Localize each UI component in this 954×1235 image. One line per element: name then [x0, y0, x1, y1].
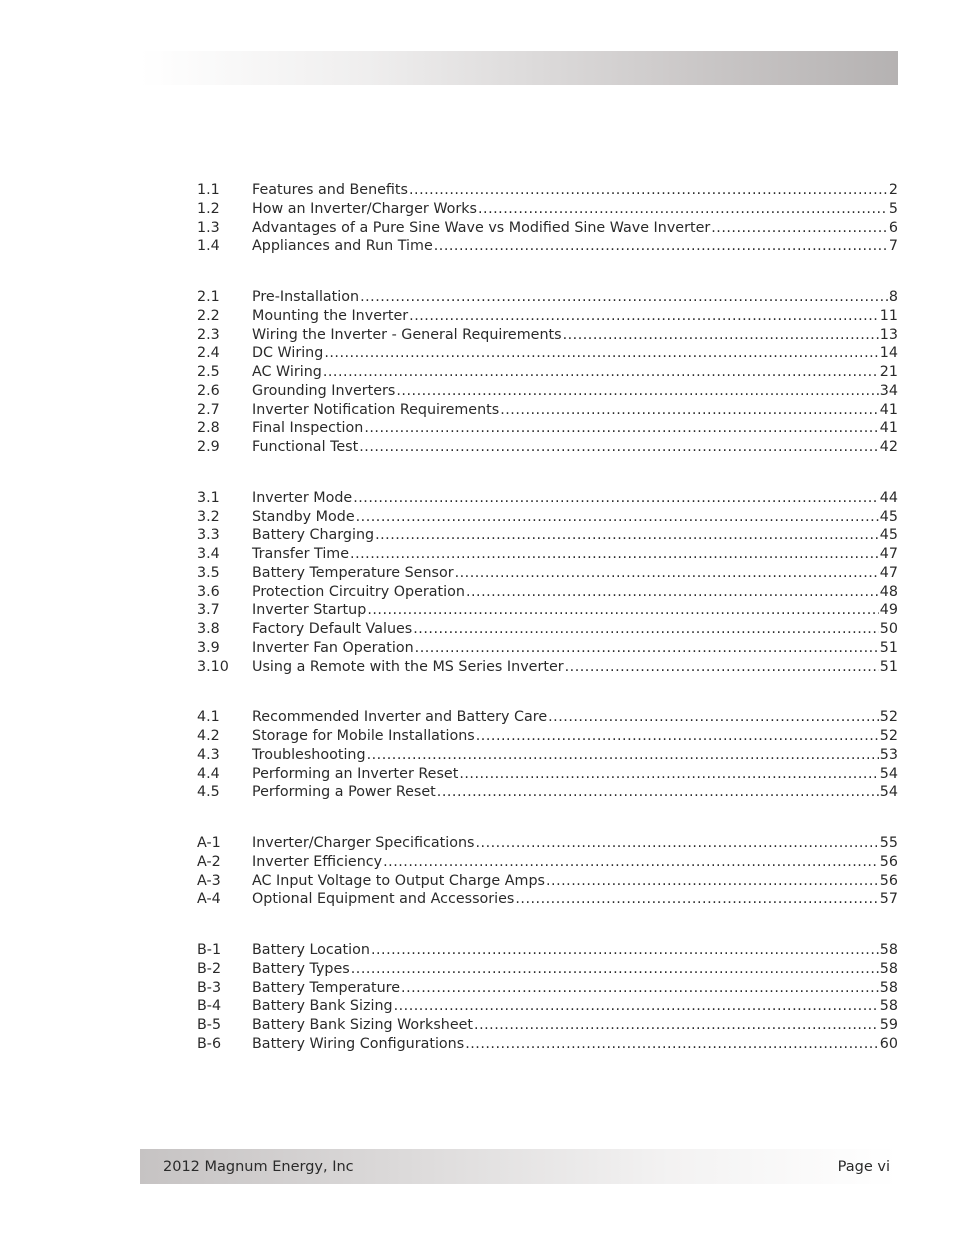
toc-section	[197, 941, 898, 1054]
toc-entry-page: 52	[879, 709, 898, 726]
toc-entry[interactable]	[197, 979, 898, 998]
toc-entry-page: 21	[879, 364, 898, 380]
footer-bar	[140, 1149, 898, 1184]
toc-entry-title: How an Inverter/Charger Works	[252, 200, 477, 217]
toc-entry-title: Pre-Installation	[252, 289, 360, 305]
toc-entry-page: 59	[879, 1017, 898, 1033]
toc-entry-title: Performing an Inverter Reset	[252, 765, 459, 782]
toc-entry-title: Battery Bank Sizing	[252, 998, 393, 1015]
toc-entry-page: 51	[879, 639, 898, 656]
toc-entry-page: 5	[888, 200, 898, 217]
toc-entry[interactable]	[197, 583, 898, 602]
toc-entry-number: 2.3	[197, 326, 220, 343]
toc-entry-page: 41	[879, 401, 898, 418]
toc-entry-title: Storage for Mobile Installations	[252, 728, 475, 744]
toc-entry-number: 3.2	[197, 508, 220, 525]
toc-entry-page: 45	[879, 527, 898, 544]
toc-dot-leader	[466, 583, 879, 602]
toc-entry-number: 2.9	[197, 439, 220, 455]
toc-entry-page: 52	[879, 728, 898, 744]
toc-entry[interactable]	[197, 1016, 898, 1035]
toc-dot-leader	[375, 526, 879, 545]
toc-entry-page: 49	[879, 602, 898, 619]
toc-entry-title: Inverter Mode	[252, 489, 353, 506]
toc-dot-leader	[459, 765, 878, 784]
toc-entry[interactable]	[197, 288, 898, 307]
toc-entry[interactable]	[197, 658, 898, 677]
toc-entry-page: 56	[879, 853, 898, 870]
toc-entry-title: Inverter Startup	[252, 602, 367, 619]
toc-entry-title: Battery Bank Sizing Worksheet	[252, 1017, 474, 1033]
toc-dot-leader	[465, 1035, 879, 1054]
toc-entry[interactable]	[197, 237, 898, 256]
toc-entry-page: 55	[879, 835, 898, 851]
toc-entry[interactable]	[197, 219, 898, 238]
toc-entry-number: B-1	[197, 942, 222, 958]
toc-entry[interactable]	[197, 307, 898, 326]
toc-section	[197, 489, 898, 677]
toc-entry[interactable]	[197, 783, 898, 802]
toc-entry-title: AC Wiring	[252, 364, 322, 380]
toc-entry[interactable]	[197, 419, 898, 438]
toc-entry-page: 44	[879, 489, 898, 506]
toc-entry[interactable]	[197, 620, 898, 639]
toc-entry-page: 8	[888, 289, 898, 305]
toc-entry-page: 2	[888, 182, 898, 198]
toc-entry-title: Battery Types	[252, 960, 350, 977]
toc-dot-leader	[353, 489, 879, 508]
toc-entry-page: 47	[879, 546, 898, 562]
toc-entry-number: 4.2	[197, 728, 220, 744]
toc-entry-page: 41	[879, 420, 898, 437]
toc-dot-leader	[409, 181, 888, 200]
toc-dot-leader	[401, 979, 879, 998]
toc-entry[interactable]	[197, 727, 898, 746]
toc-dot-leader	[434, 237, 888, 256]
toc-entry-number: A-3	[197, 872, 221, 889]
toc-entry-title: Protection Circuitry Operation	[252, 583, 465, 600]
toc-dot-leader	[367, 601, 878, 620]
toc-entry-number: A-1	[197, 835, 221, 851]
toc-entry-number: 3.3	[197, 527, 220, 544]
toc-entry-page: 14	[879, 345, 898, 362]
toc-dot-leader	[455, 564, 879, 583]
toc-entry-title: Factory Default Values	[252, 621, 413, 637]
toc-entry[interactable]	[197, 526, 898, 545]
toc-entry[interactable]	[197, 401, 898, 420]
toc-entry-page: 48	[879, 583, 898, 600]
toc-entry-page: 42	[879, 439, 898, 455]
toc-entry[interactable]	[197, 890, 898, 909]
toc-section	[197, 708, 898, 802]
toc-entry-page: 53	[879, 746, 898, 763]
toc-dot-leader	[323, 363, 879, 382]
toc-entry-page: 54	[879, 765, 898, 782]
toc-section	[197, 834, 898, 909]
toc-dot-leader	[475, 834, 878, 853]
toc-dot-leader	[413, 620, 879, 639]
toc-entry-number: 1.2	[197, 200, 220, 217]
toc-entry[interactable]	[197, 489, 898, 508]
toc-dot-leader	[515, 890, 878, 909]
toc-entry[interactable]	[197, 639, 898, 658]
toc-entry[interactable]	[197, 601, 898, 620]
toc-entry-number: 2.5	[197, 364, 220, 380]
toc-dot-leader	[396, 382, 878, 401]
toc-entry-number: A-4	[197, 891, 221, 908]
toc-entry-number: 3.9	[197, 639, 220, 656]
toc-entry[interactable]	[197, 765, 898, 784]
toc-entry[interactable]	[197, 872, 898, 891]
toc-entry-title: Battery Wiring Configurations	[252, 1035, 465, 1052]
toc-entry-page: 34	[879, 382, 898, 399]
toc-entry-title: Inverter Notification Requirements	[252, 401, 500, 418]
toc-dot-leader	[476, 727, 879, 746]
toc-entry-title: Inverter Fan Operation	[252, 639, 414, 656]
toc-entry[interactable]	[197, 545, 898, 564]
toc-dot-leader	[474, 1016, 879, 1035]
toc-entry[interactable]	[197, 382, 898, 401]
toc-entry[interactable]	[197, 344, 898, 363]
toc-dot-leader	[546, 872, 879, 891]
toc-entry-title: Features and Benefits	[252, 182, 408, 198]
toc-dot-leader	[351, 960, 879, 979]
toc-entry-number: 4.5	[197, 784, 220, 801]
toc-entry-number: 1.3	[197, 219, 220, 236]
toc-entry-page: 58	[879, 960, 898, 977]
toc-entry[interactable]	[197, 708, 898, 727]
toc-entry-number: B-6	[197, 1035, 222, 1052]
toc-entry-page: 11	[879, 307, 898, 324]
toc-dot-leader	[383, 853, 879, 872]
toc-entry-title: Optional Equipment and Accessories	[252, 891, 515, 908]
toc-dot-leader	[394, 997, 879, 1016]
toc-entry-page: 58	[879, 942, 898, 958]
toc-entry-number: 3.6	[197, 583, 220, 600]
toc-entry-title: Inverter/Charger Specifications	[252, 835, 475, 851]
toc-entry[interactable]	[197, 1035, 898, 1054]
toc-entry-page: 50	[879, 621, 898, 637]
toc-entry-number: B-5	[197, 1017, 222, 1033]
toc-entry-number: 4.4	[197, 765, 220, 782]
toc-dot-leader	[371, 941, 879, 960]
toc-entry-number: 1.1	[197, 182, 220, 198]
toc-entry-title: Functional Test	[252, 439, 359, 455]
toc-dot-leader	[364, 419, 878, 438]
toc-entry-number: 3.8	[197, 621, 220, 637]
toc-dot-leader	[360, 288, 888, 307]
toc-entry-number: B-4	[197, 998, 222, 1015]
toc-entry-page: 51	[879, 658, 898, 675]
toc-dot-leader	[565, 658, 879, 677]
toc-entry-page: 58	[879, 998, 898, 1015]
toc-entry-title: Battery Temperature	[252, 979, 401, 996]
toc-entry-page: 57	[879, 891, 898, 908]
toc-entry-title: DC Wiring	[252, 345, 324, 362]
toc-entry-number: 2.4	[197, 345, 220, 362]
toc-entry-page: 54	[879, 784, 898, 801]
header-bar	[140, 51, 898, 85]
toc-dot-leader	[563, 326, 879, 345]
toc-entry-title: Inverter Efficiency	[252, 853, 383, 870]
toc-entry-number: 1.4	[197, 238, 220, 255]
toc-entry-number: 2.8	[197, 420, 220, 437]
toc-dot-leader	[350, 545, 879, 564]
toc-dot-leader	[478, 200, 888, 219]
footer-page-number: Page vi	[837, 1158, 890, 1175]
toc-entry-title: Performing a Power Reset	[252, 784, 436, 801]
toc-entry-title: Wiring the Inverter - General Requirements	[252, 326, 562, 343]
toc-entry[interactable]	[197, 960, 898, 979]
toc-entry-number: 3.4	[197, 546, 220, 562]
toc-entry-title: Advantages of a Pure Sine Wave vs Modified Sine Wave Inverter	[252, 219, 711, 236]
toc-entry-number: B-2	[197, 960, 222, 977]
toc-entry-title: Battery Charging	[252, 527, 375, 544]
toc-entry[interactable]	[197, 746, 898, 765]
toc-entry[interactable]	[197, 438, 898, 457]
toc-entry-page: 45	[879, 508, 898, 525]
toc-entry-number: 3.7	[197, 602, 220, 619]
toc-entry-title: Recommended Inverter and Battery Care	[252, 709, 548, 726]
toc-section	[197, 288, 898, 457]
toc-entry[interactable]	[197, 181, 898, 200]
toc-entry-page: 60	[879, 1035, 898, 1052]
toc-dot-leader	[548, 708, 879, 727]
toc-dot-leader	[437, 783, 879, 802]
toc-entry-number: 2.7	[197, 401, 220, 418]
toc-dot-leader	[367, 746, 879, 765]
toc-entry[interactable]	[197, 941, 898, 960]
toc-entry-page: 58	[879, 979, 898, 996]
toc-entry[interactable]	[197, 853, 898, 872]
toc-entry-title: Battery Location	[252, 942, 370, 958]
toc-entry[interactable]	[197, 508, 898, 527]
toc-dot-leader	[324, 344, 878, 363]
toc-entry-number: 4.3	[197, 746, 220, 763]
toc-dot-leader	[711, 219, 888, 238]
toc-entry-title: AC Input Voltage to Output Charge Amps	[252, 872, 545, 889]
toc-entry[interactable]	[197, 363, 898, 382]
toc-entry-title: Battery Temperature Sensor	[252, 564, 454, 581]
toc-entry-title: Using a Remote with the MS Series Inverter	[252, 658, 564, 675]
table-of-contents	[197, 181, 898, 1086]
toc-entry[interactable]	[197, 564, 898, 583]
toc-entry-number: 3.10	[197, 658, 229, 675]
toc-dot-leader	[409, 307, 879, 326]
toc-entry-number: 3.1	[197, 489, 220, 506]
toc-entry-title: Transfer Time	[252, 546, 350, 562]
toc-entry-number: 4.1	[197, 709, 220, 726]
toc-entry[interactable]	[197, 326, 898, 345]
toc-dot-leader	[415, 639, 879, 658]
toc-entry[interactable]	[197, 200, 898, 219]
toc-entry-title: Final Inspection	[252, 420, 364, 437]
toc-dot-leader	[500, 401, 879, 420]
footer-copyright: 2012 Magnum Energy, Inc	[163, 1158, 354, 1175]
toc-entry-page: 6	[888, 219, 898, 236]
toc-entry-number: 2.1	[197, 289, 220, 305]
toc-entry-number: 2.6	[197, 382, 220, 399]
toc-entry-number: 3.5	[197, 564, 220, 581]
toc-entry-title: Grounding Inverters	[252, 382, 396, 399]
toc-entry-page: 47	[879, 564, 898, 581]
toc-entry-title: Appliances and Run Time	[252, 238, 433, 255]
toc-entry-page: 56	[879, 872, 898, 889]
toc-entry-title: Mounting the Inverter	[252, 307, 409, 324]
toc-entry-title: Standby Mode	[252, 508, 355, 525]
toc-entry-number: A-2	[197, 853, 221, 870]
toc-entry-number: B-3	[197, 979, 222, 996]
toc-entry-number: 2.2	[197, 307, 220, 324]
toc-dot-leader	[359, 438, 879, 457]
toc-section	[197, 181, 898, 256]
toc-entry-page: 13	[879, 326, 898, 343]
toc-entry[interactable]	[197, 997, 898, 1016]
toc-dot-leader	[356, 508, 879, 527]
toc-entry-title: Troubleshooting	[252, 746, 366, 763]
toc-entry-page: 7	[888, 238, 898, 255]
toc-entry[interactable]	[197, 834, 898, 853]
